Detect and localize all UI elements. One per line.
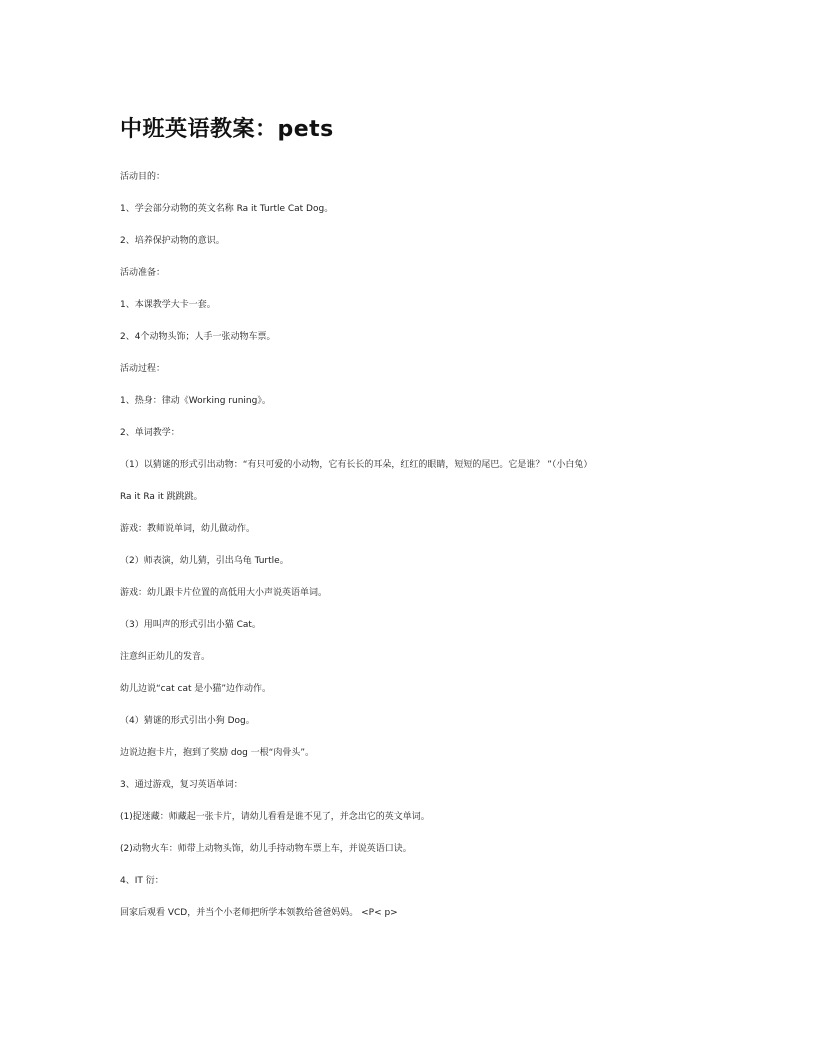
paragraph-line: 4、IT 衍： [120,876,164,886]
paragraph-line: (2)动物火车：师带上动物头饰，幼儿手持动物车票上车，并说英语口诀。 [120,844,412,854]
paragraph-line: 游戏：幼儿跟卡片位置的高低用大小声说英语单词。 [120,588,328,598]
paragraph-line: 2、4个动物头饰；人手一张动物车票。 [120,332,276,342]
paragraph-line: （1）以猜谜的形式引出动物：“有只可爱的小动物，它有长长的耳朵，红红的眼睛，短短的尾巴。它是谁？ ”（小白兔） [120,460,593,470]
paragraph-line: 幼儿边说“cat cat 是小猫”边作动作。 [120,684,272,694]
document-title: 中班英语教案：pets [120,117,334,142]
paragraph-line: 1、本课教学大卡一套。 [120,300,216,310]
paragraph-line: 1、热身：律动《Working runing》。 [120,396,271,406]
paragraph-line: (1)捉迷藏：师藏起一张卡片，请幼儿看看是谁不见了，并念出它的英文单词。 [120,812,430,822]
section-heading-preparation: 活动准备： [120,268,166,278]
paragraph-line: 边说边抱卡片，抱到了奖励 dog 一根“肉骨头”。 [120,748,314,758]
paragraph-line: 2、单词教学： [120,428,180,438]
paragraph-line: Ra it Ra it 跳跳跳。 [120,492,203,502]
paragraph-line: 游戏：教师说单词，幼儿做动作。 [120,524,256,534]
paragraph-line: 2、培养保护动物的意识。 [120,236,225,246]
section-heading-objectives: 活动目的： [120,172,166,182]
paragraph-line: 1、学会部分动物的英文名称 Ra it Turtle Cat Dog。 [120,204,334,214]
paragraph-line: 回家后观看 VCD，并当个小老师把所学本领教给爸爸妈妈。 <P< p> [120,908,398,918]
paragraph-line: （3）用叫声的形式引出小猫 Cat。 [120,620,261,630]
paragraph-line: （2）师表演，幼儿猜，引出乌龟 Turtle。 [120,556,289,566]
paragraph-line: 3、通过游戏，复习英语单词： [120,780,243,790]
section-heading-process: 活动过程： [120,364,166,374]
paragraph-line: （4）猜谜的形式引出小狗 Dog。 [120,716,255,726]
paragraph-line: 注意纠正幼儿的发音。 [120,652,211,662]
